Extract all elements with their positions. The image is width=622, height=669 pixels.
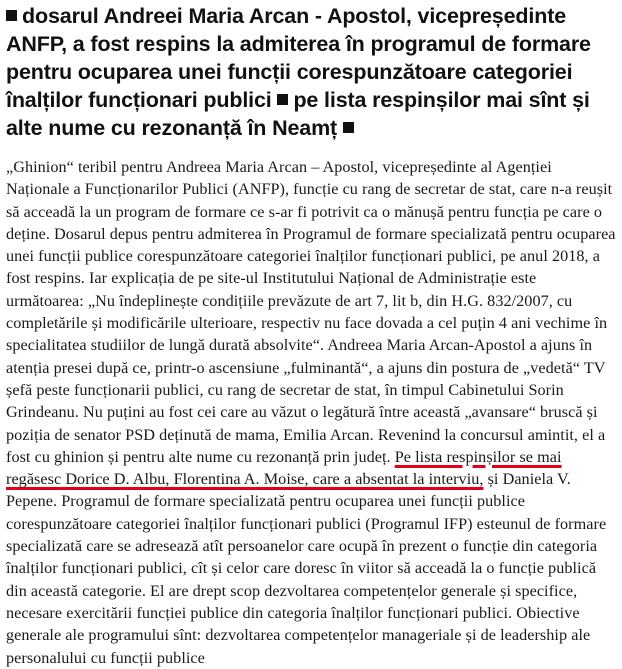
headline-line-1: dosarul Andreei Maria Arcan - Apostol, vicepreședinte ANFP, a fost respins la admiterea în programul de formare pentru ocuparea unei funcții corespunzătoare categoriei înalților funcționari publici	[6, 4, 591, 112]
article-body	[6, 156, 618, 669]
body-paragraph-part-1: „Ghinion“ teribil pentru Andreea Maria Arcan – Apostol, vicepreședinte al Agenției Naționale a Funcționarilor Publici (ANFP), funcție cu rang de secretar de stat, care n-a reușit să acceadă la un program de formare ce s-ar fi potrivit ca o mănușă pentru funcția pe care o deține. Dosarul depus pentru admiterea în Programul de formare specializată pentru ocuparea unei funcții publice corespunzătoare categoriei înalților funcționari publici, pe anul 2018, a fost respins. Iar explicația de pe site-ul Institutului Național de Administrație este următoarea: „Nu îndeplinește condițiile prevăzute de art 7, lit b, din H.G. 832/2007, cu completările și modificările ulterioare, respectiv nu face dovada a cel puțin 4 ani vechime în specialitatea studiilor de lungă durată absolvite“. Andreea Maria Arcan-Apostol a ajuns în atenția presei după ce, printr-o ascensiune „fulminantă“, a ajuns din postura de „vedetă“ TV șefă peste funcționarii publici, cu rang de secretar de stat, în timpul Cabinetului Sorin Grindeanu. Nu puțini au fost cei care au văzut o legătură între această „avansare“ bruscă și poziția de senator PSD deținută de mama, Emilia Arcan. Revenind la concursul amintit, el a fost cu ghinion și pentru alte nume cu rezonanță prin județ.	[6, 158, 616, 466]
article-headline	[6, 0, 618, 142]
square-bullet-icon	[343, 122, 354, 133]
square-bullet-icon	[6, 10, 17, 21]
highlighted-rejected-names: Pe lista respinșilor se mai regăsesc Dorice D. Albu, Florentina A. Moise, care a absentat la interviu,	[6, 447, 562, 489]
body-paragraph-part-2: și Daniela V. Pepene. Programul de formare specializată pentru ocuparea unei funcții publice corespunzătoare categoriei înalților funcționari publici (Programul IFP) esteunul de formare specializată care se adresează atît persoanelor care ocupă în prezent o funcție din categoria înalților funcționari publici, cît și celor care doresc în viitor să acceadă la o funcție publică din această categorie. El are drept scop dezvoltarea competențelor generale și specifice, necesare exercitării funcției publice din categoria înalților funcționari publici. Obiective generale ale programului sînt: dezvoltarea competențelor manageriale și de leadership ale personalului cu funcții publice	[6, 470, 607, 667]
article	[6, 0, 618, 669]
headline-line-2: pe lista respinșilor mai sînt și alte nume cu rezonanță în Neamț	[6, 88, 590, 140]
square-bullet-icon	[277, 94, 288, 105]
